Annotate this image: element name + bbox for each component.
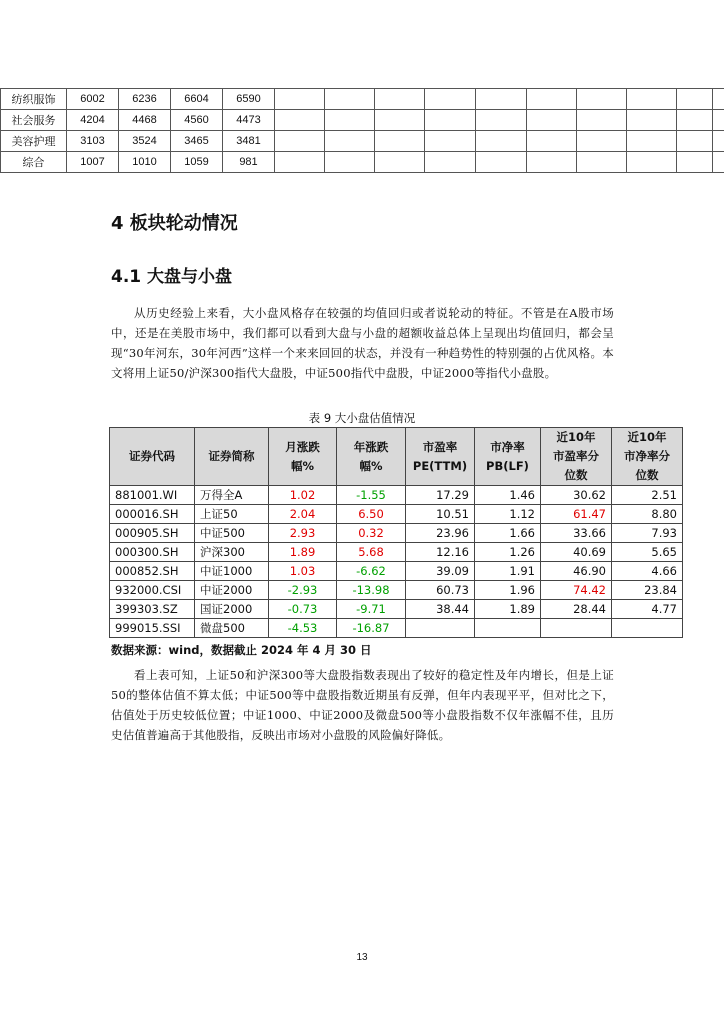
value-cell: 981: [223, 152, 275, 173]
empty-cell: [325, 110, 375, 131]
empty-cell: [476, 110, 527, 131]
empty-cell: [527, 152, 577, 173]
security-name: 中证500: [195, 524, 269, 543]
header-line: 位数: [564, 468, 588, 482]
empty-cell: [375, 152, 425, 173]
page-number: 13: [356, 952, 368, 963]
empty-cell: [425, 131, 476, 152]
header-line: 年涨跌: [353, 439, 389, 454]
empty-cell: [577, 152, 627, 173]
value-cell: 6604: [171, 89, 223, 110]
pb-percentile: 7.93: [612, 524, 683, 543]
empty-cell: [275, 131, 325, 152]
table-row: [110, 600, 683, 619]
empty-cell: [425, 152, 476, 173]
header-line: 证券简称: [208, 449, 255, 463]
empty-cell: [577, 110, 627, 131]
column-header: [541, 428, 612, 486]
spacer-cell: [713, 131, 724, 152]
table-row: [1, 131, 724, 152]
spacer-cell: [713, 152, 724, 173]
value-cell: 4560: [171, 110, 223, 131]
table-row: [110, 581, 683, 600]
header-line: 月涨跌: [285, 439, 320, 454]
value-cell: 3524: [119, 131, 171, 152]
header-line: 市净率: [490, 439, 525, 454]
empty-cell: [627, 131, 677, 152]
security-code: 881001.WI: [110, 486, 195, 505]
yearly-change: 5.68: [337, 543, 406, 562]
header-line: PE(TTM): [412, 458, 468, 473]
value-cell: 6590: [223, 89, 275, 110]
pe-ttm: 39.09: [406, 562, 475, 581]
header-line: 幅%: [359, 458, 383, 473]
section-heading: 4 板块轮动情况: [111, 213, 238, 234]
yearly-change: -1.55: [337, 486, 406, 505]
source-note: 数据来源：wind，数据截止 2024 年 4 月 30 日: [111, 643, 372, 657]
pe-ttm: 60.73: [406, 581, 475, 600]
table-row: [1, 152, 724, 173]
column-header: [269, 428, 337, 486]
pb-lf: 1.91: [475, 562, 541, 581]
header-line: 市盈率: [422, 439, 458, 454]
table-row: [1, 110, 724, 131]
value-cell: 4204: [67, 110, 119, 131]
security-code: 000016.SH: [110, 505, 195, 524]
column-header: [337, 428, 406, 486]
value-cell: 6236: [119, 89, 171, 110]
empty-cell: [527, 131, 577, 152]
yearly-change: 6.50: [337, 505, 406, 524]
monthly-change: 1.02: [269, 486, 337, 505]
column-header: [110, 428, 195, 486]
empty-cell: [325, 89, 375, 110]
monthly-change: 2.93: [269, 524, 337, 543]
pb-percentile: 2.51: [612, 486, 683, 505]
monthly-change: -2.93: [269, 581, 337, 600]
value-cell: 3465: [171, 131, 223, 152]
empty-cell: [425, 89, 476, 110]
industry-name: 社会服务: [1, 110, 67, 131]
empty-cell: [527, 89, 577, 110]
value-cell: 6002: [67, 89, 119, 110]
value-cell: 3103: [67, 131, 119, 152]
monthly-change: 1.89: [269, 543, 337, 562]
security-name: 中证2000: [195, 581, 269, 600]
table-row: [110, 619, 683, 638]
empty-cell: [677, 110, 713, 131]
monthly-change: 1.03: [269, 562, 337, 581]
yearly-change: -9.71: [337, 600, 406, 619]
table-row: [110, 486, 683, 505]
value-cell: 4473: [223, 110, 275, 131]
empty-cell: [627, 89, 677, 110]
value-cell: 1010: [119, 152, 171, 173]
security-name: 中证1000: [195, 562, 269, 581]
spacer-cell: [713, 89, 724, 110]
empty-cell: [577, 131, 627, 152]
security-name: 微盘500: [195, 619, 269, 638]
spacer-cell: [713, 110, 724, 131]
header-line: 近10年: [627, 430, 667, 444]
security-name: 国证2000: [195, 600, 269, 619]
industry-name: 纺织服饰: [1, 89, 67, 110]
yearly-change: -13.98: [337, 581, 406, 600]
pb-percentile: 23.84: [612, 581, 683, 600]
empty-cell: [375, 89, 425, 110]
header-line: 近10年: [556, 430, 596, 444]
security-code: 000300.SH: [110, 543, 195, 562]
pe-percentile: 30.62: [541, 486, 612, 505]
security-code: 399303.SZ: [110, 600, 195, 619]
header-line: 幅%: [290, 458, 315, 473]
column-header: [612, 428, 683, 486]
table-row: [1, 89, 724, 110]
table-header-row: [110, 428, 683, 486]
empty-cell: [627, 152, 677, 173]
pb-percentile: 4.77: [612, 600, 683, 619]
column-header: [195, 428, 269, 486]
pb-lf: [475, 619, 541, 638]
pe-ttm: 10.51: [406, 505, 475, 524]
security-code: 000905.SH: [110, 524, 195, 543]
header-line: 市净率分: [624, 449, 670, 463]
pe-percentile: 33.66: [541, 524, 612, 543]
empty-cell: [577, 89, 627, 110]
empty-cell: [375, 110, 425, 131]
empty-cell: [476, 152, 527, 173]
yearly-change: -6.62: [337, 562, 406, 581]
pe-percentile: 74.42: [541, 581, 612, 600]
security-code: 932000.CSI: [110, 581, 195, 600]
empty-cell: [325, 131, 375, 152]
security-name: 上证50: [195, 505, 269, 524]
empty-cell: [476, 89, 527, 110]
header-line: 市盈率分: [553, 449, 599, 463]
pe-ttm: 23.96: [406, 524, 475, 543]
pe-percentile: 46.90: [541, 562, 612, 581]
pb-percentile: 8.80: [612, 505, 683, 524]
intro-paragraph: 从历史经验上来看，大小盘风格存在较强的均值回归或者说轮动的特征。不管是在A股市场中，还是在美股市场中，我们都可以看到大盘与小盘的超额收益总体上呈现出均值回归，都会呈现“30年河东，30年河西”这样一个来来回回的状态，并没有一种趋势性的特别强的占优风格。本文将用上证50/沪深300指代大盘股，中证500指代中盘股，中证2000等指代小盘股。: [111, 306, 614, 380]
pb-lf: 1.12: [475, 505, 541, 524]
yearly-change: -16.87: [337, 619, 406, 638]
pb-lf: 1.26: [475, 543, 541, 562]
table-row: [110, 524, 683, 543]
pb-percentile: [612, 619, 683, 638]
value-cell: 4468: [119, 110, 171, 131]
pe-ttm: 38.44: [406, 600, 475, 619]
pb-lf: 1.96: [475, 581, 541, 600]
security-code: 000852.SH: [110, 562, 195, 581]
empty-cell: [275, 152, 325, 173]
pb-lf: 1.66: [475, 524, 541, 543]
security-name: 沪深300: [195, 543, 269, 562]
monthly-change: -4.53: [269, 619, 337, 638]
industry-name: 综合: [1, 152, 67, 173]
pe-ttm: 12.16: [406, 543, 475, 562]
column-header: [475, 428, 541, 486]
empty-cell: [476, 131, 527, 152]
industry-name: 美容护理: [1, 131, 67, 152]
monthly-change: -0.73: [269, 600, 337, 619]
subsection-heading: 4.1 大盘与小盘: [111, 267, 233, 287]
empty-cell: [527, 110, 577, 131]
pb-lf: 1.89: [475, 600, 541, 619]
valuation-table: [109, 427, 683, 638]
industry-table: [0, 88, 724, 173]
pe-percentile: [541, 619, 612, 638]
empty-cell: [627, 110, 677, 131]
table-row: [110, 543, 683, 562]
pb-lf: 1.46: [475, 486, 541, 505]
empty-cell: [677, 152, 713, 173]
pb-percentile: 5.65: [612, 543, 683, 562]
security-name: 万得全A: [195, 486, 269, 505]
header-line: 位数: [635, 468, 659, 482]
pe-percentile: 61.47: [541, 505, 612, 524]
empty-cell: [677, 89, 713, 110]
conclusion-paragraph: 看上表可知，上证50和沪深300等大盘股指数表现出了较好的稳定性及年内增长，但是上证50的整体估值不算太低；中证500等中盘股指数近期虽有反弹，但年内表现平平，但对比之下，估值处于历史较低位置；中证1000、中证2000及微盘500等小盘股指数不仅年涨幅不佳，且历史估值普遍高于其他股指，反映出市场对小盘股的风险偏好降低。: [111, 668, 614, 742]
security-code: 999015.SSI: [110, 619, 195, 638]
header-line: 证券代码: [129, 449, 175, 463]
value-cell: 3481: [223, 131, 275, 152]
empty-cell: [375, 131, 425, 152]
yearly-change: 0.32: [337, 524, 406, 543]
table-row: [110, 562, 683, 581]
value-cell: 1059: [171, 152, 223, 173]
column-header: [406, 428, 475, 486]
pe-ttm: [406, 619, 475, 638]
pb-percentile: 4.66: [612, 562, 683, 581]
empty-cell: [275, 110, 325, 131]
empty-cell: [325, 152, 375, 173]
monthly-change: 2.04: [269, 505, 337, 524]
empty-cell: [677, 131, 713, 152]
table-caption: 表 9 大小盘估值情况: [308, 411, 416, 425]
empty-cell: [425, 110, 476, 131]
value-cell: 1007: [67, 152, 119, 173]
table-row: [110, 505, 683, 524]
pe-percentile: 28.44: [541, 600, 612, 619]
pe-percentile: 40.69: [541, 543, 612, 562]
pe-ttm: 17.29: [406, 486, 475, 505]
header-line: PB(LF): [486, 458, 529, 473]
empty-cell: [275, 89, 325, 110]
